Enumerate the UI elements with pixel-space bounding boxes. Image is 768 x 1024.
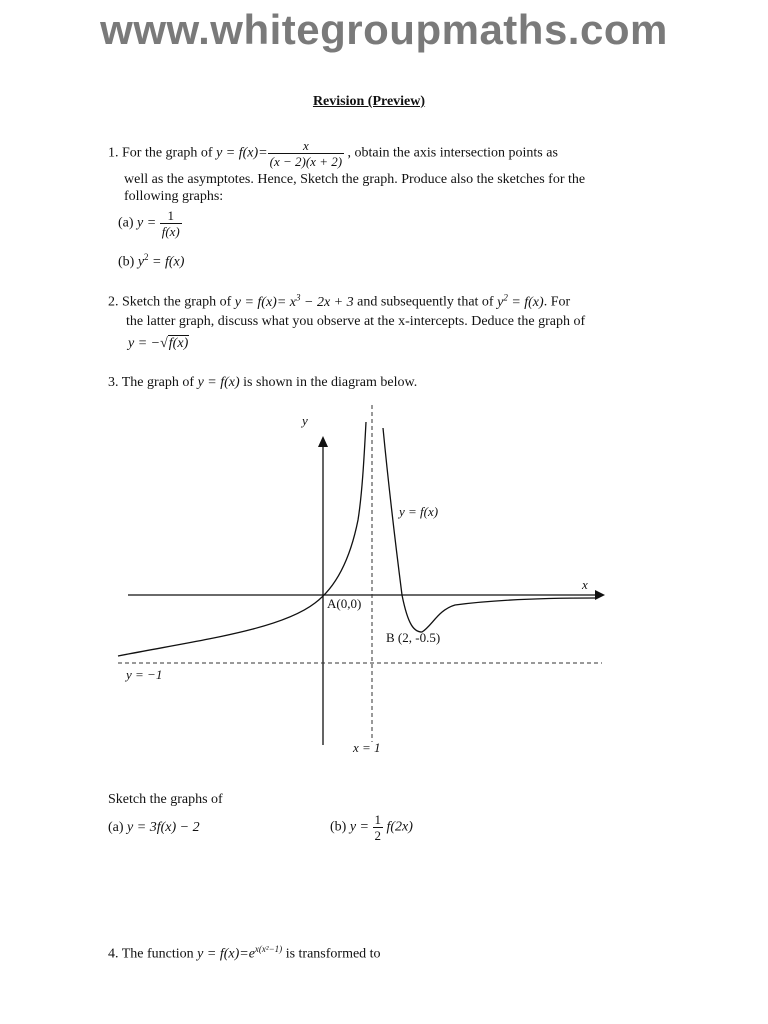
y-axis-arrow-icon <box>318 436 328 447</box>
q1-line2: well as the asymptotes. Hence, Sketch the graph. Produce also the sketches for the <box>124 172 586 187</box>
point-a-label: A(0,0) <box>327 596 362 611</box>
q4-prefix: 4. The function <box>108 946 194 962</box>
q1-part-a-numerator: 1 <box>167 208 174 223</box>
q4-exponent: x(x²−1) <box>254 944 283 954</box>
q1-line3: following graphs: <box>124 189 224 204</box>
q1-part-b-lhs: y <box>137 254 145 270</box>
q2-line3-lhs: y = − <box>128 336 161 351</box>
q3-part-a <box>108 820 200 836</box>
point-b-label: B (2, -0.5) <box>386 630 441 645</box>
q3-expr: y = f(x) <box>197 375 240 390</box>
site-banner: www.whitegroupmaths.com <box>100 6 668 53</box>
q1-fraction-numerator: x <box>302 138 309 153</box>
q2-expr-rest: − 2x + 3 <box>300 294 354 310</box>
horizontal-asymptote-label: y = −1 <box>126 667 163 682</box>
q2-expr-exponent: 3 <box>296 292 301 302</box>
page-title: Revision (Preview) <box>312 94 426 109</box>
q2-expr2-exponent: 2 <box>503 292 508 302</box>
q3-suffix: is shown in the diagram below. <box>243 375 418 390</box>
q1-part-a-denominator: f(x) <box>161 224 180 239</box>
vertical-asymptote-label: x = 1 <box>353 740 381 755</box>
q3-part-b-rhs: f(2x) <box>386 819 413 835</box>
q3-part-b-lhs: y = <box>349 819 369 835</box>
y-axis-label: y <box>302 413 308 428</box>
q1-prefix: 1. For the graph of <box>108 145 213 161</box>
q1-part-a-lhs: y = <box>137 215 157 231</box>
q1-fraction-denominator: (x − 2)(x + 2) <box>269 154 343 169</box>
q1-part-a-label: (a) <box>118 215 134 231</box>
q3-part-b-label: (b) <box>330 819 347 835</box>
q3-part-b-fraction <box>373 812 384 843</box>
q3-part-b-numerator: 1 <box>374 812 381 827</box>
q3-sketch-intro: Sketch the graphs of <box>108 792 223 807</box>
q2-sqrt-radicand: f(x) <box>168 336 189 351</box>
q1-lhs: y = f(x)= <box>216 145 268 161</box>
q3-prefix: 3. The graph of <box>108 375 195 390</box>
q2-sqrt-sign: √ <box>160 336 168 351</box>
q1-part-b-exponent: 2 <box>144 252 149 262</box>
curve-right-branch <box>383 428 595 632</box>
q3-part-b <box>330 812 413 843</box>
q1-part-b-rhs: = f(x) <box>152 254 185 270</box>
q2-expr2-base: y <box>497 294 504 310</box>
q2-expr2-rest: = f(x) <box>507 294 544 310</box>
q1-part-b-label: (b) <box>118 254 135 270</box>
q3-part-a-label: (a) <box>108 820 124 835</box>
q2-mid: and subsequently that of <box>357 294 494 310</box>
x-axis-arrow-icon <box>595 590 605 600</box>
q2-expr-base: y = f(x)= x <box>234 294 296 310</box>
curve-left-branch <box>118 422 366 656</box>
x-axis-label: x <box>582 577 588 592</box>
q4-suffix: is transformed to <box>285 946 381 962</box>
q2-line2: the latter graph, discuss what you observe at the x-intercepts. Deduce the graph of <box>126 314 586 329</box>
q2-suffix: . For <box>543 294 571 310</box>
q3-part-b-denominator: 2 <box>374 828 381 843</box>
q1-suffix: , obtain the axis intersection points as <box>347 145 558 161</box>
q2-prefix: 2. Sketch the graph of <box>108 294 232 310</box>
q3-part-a-expr: y = 3f(x) − 2 <box>127 820 200 835</box>
q4-expr: y = f(x)=e <box>197 946 255 962</box>
curve-label: y = f(x) <box>399 504 439 519</box>
q4-line1 <box>108 944 381 963</box>
